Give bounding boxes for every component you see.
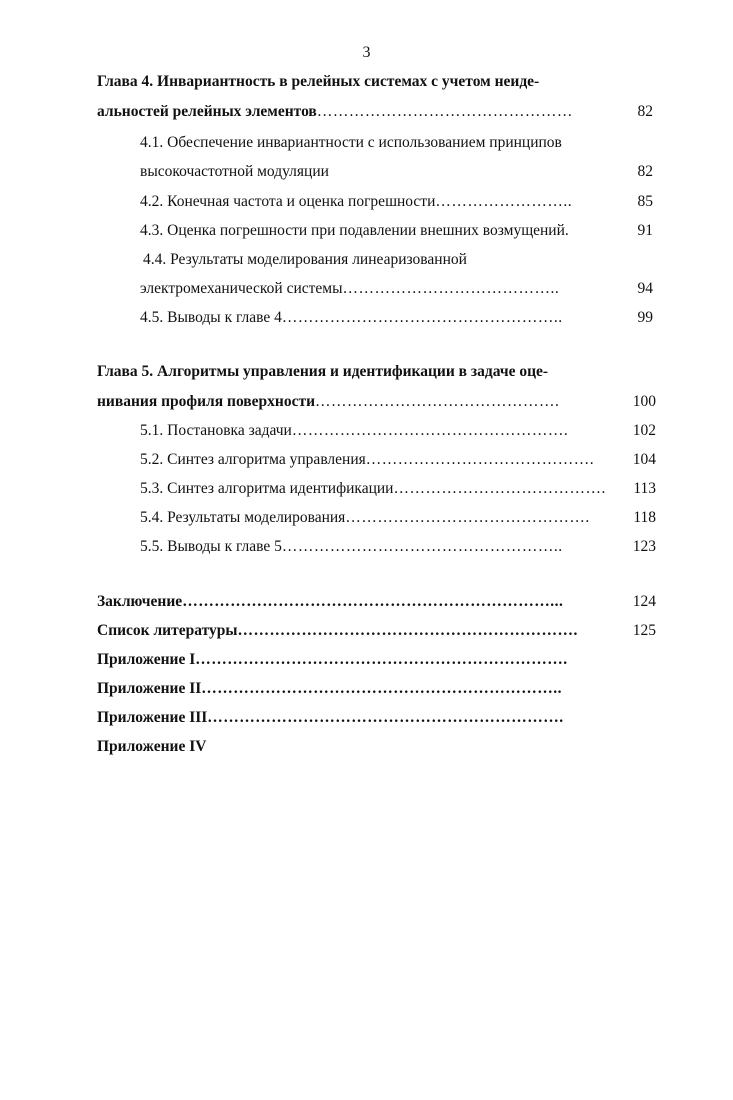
section-4-1-line1: 4.1. Обеспечение инвариантности с использованием принципов — [140, 134, 562, 151]
appendix-4-entry: Приложение IV — [97, 738, 207, 755]
appendix-1-entry: Приложение I……………………………………………………………. — [97, 651, 568, 668]
section-4-2-page: 85 — [637, 193, 653, 210]
chapter4-title-line1: Глава 4. Инвариантность в релейных системах с учетом неиде- — [97, 73, 540, 90]
chapter4-page: 82 — [637, 103, 653, 120]
conclusion-entry: Заключение……………………………………………………………... — [97, 593, 564, 610]
references-entry: Список литературы………………………………………………………. — [97, 622, 578, 639]
section-5-5: 5.5. Выводы к главе 5…………………………………………….. — [140, 538, 563, 555]
section-5-4-page: 118 — [633, 509, 656, 526]
section-5-2: 5.2. Синтез алгоритма управления……………………………………. — [140, 451, 595, 468]
section-4-2: 4.2. Конечная частота и оценка погрешности…………………….. — [140, 193, 573, 210]
section-4-5-page: 99 — [637, 309, 653, 326]
page-number: 3 — [362, 44, 371, 61]
appendix-2-entry: Приложение II………………………………………………………….. — [97, 680, 563, 697]
section-4-4-page: 94 — [637, 280, 653, 297]
section-4-1-page: 82 — [637, 163, 653, 180]
section-5-1: 5.1. Постановка задачи……………………………………………. — [140, 422, 569, 439]
section-5-4: 5.4. Результаты моделирования………………………………………. — [140, 509, 590, 526]
section-5-5-page: 123 — [632, 538, 656, 555]
appendix-3-entry: Приложение III…………………………………………………………. — [97, 709, 564, 726]
section-5-1-page: 102 — [632, 422, 656, 439]
section-5-3: 5.3. Синтез алгоритма идентификации…………………………………. — [140, 480, 606, 497]
chapter5-title-line2: нивания профиля поверхности………………………………………. — [97, 393, 560, 410]
section-4-1-line2: высокочастотной модуляции — [140, 163, 329, 180]
section-5-2-page: 104 — [632, 451, 656, 468]
chapter5-title-line1: Глава 5. Алгоритмы управления и идентификации в задаче оце- — [97, 363, 549, 380]
conclusion-page: 124 — [632, 593, 656, 610]
section-4-3: 4.3. Оценка погрешности при подавлении внешних возмущений. — [140, 222, 569, 239]
chapter4-title-line2: альностей релейных элементов………………………………………… — [97, 103, 573, 120]
section-4-4-line2: электромеханической системы………………………………….. — [140, 280, 560, 297]
section-4-4-line1: 4.4. Результаты моделирования линеаризованной — [143, 251, 467, 268]
references-page: 125 — [632, 622, 656, 639]
section-4-5: 4.5. Выводы к главе 4…………………………………………….. — [140, 309, 563, 326]
chapter5-page: 100 — [632, 393, 656, 410]
section-5-3-page: 113 — [633, 480, 656, 497]
section-4-3-page: 91 — [637, 222, 653, 239]
